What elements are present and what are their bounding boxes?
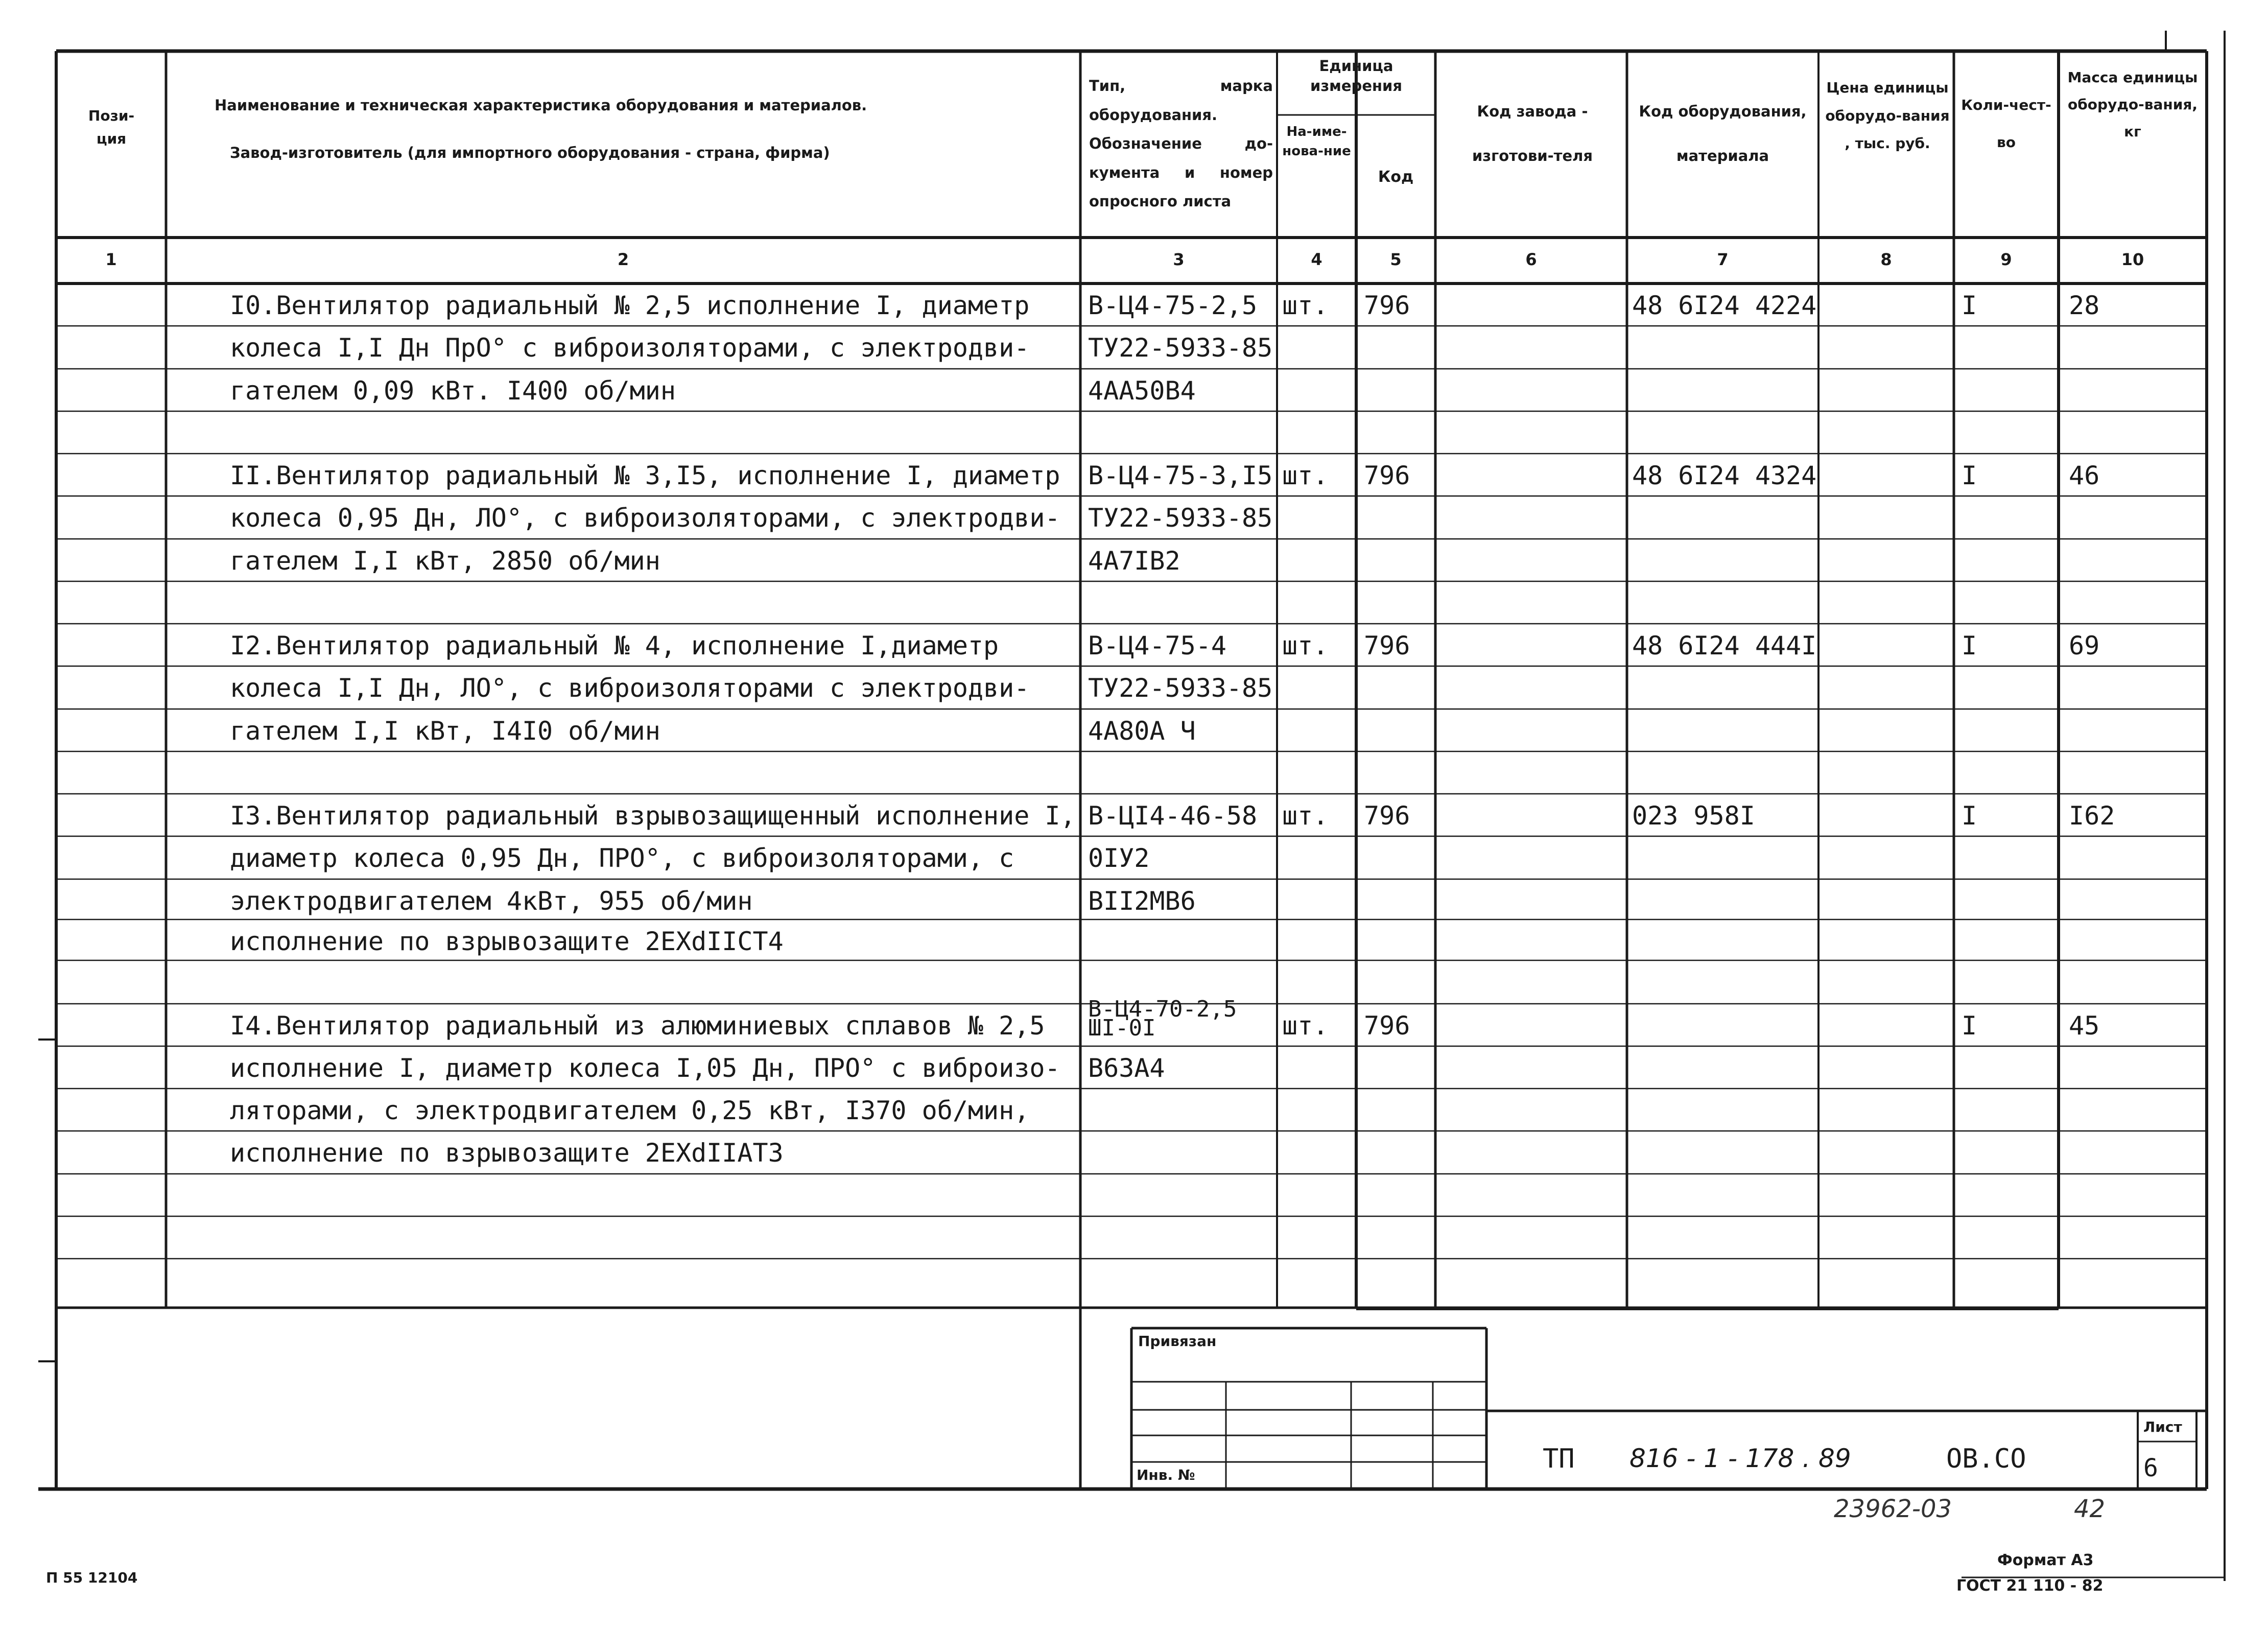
column-number: 7: [1717, 250, 1729, 269]
header-unit: Единица измерения: [1310, 57, 1402, 95]
header-mass: Масса единицы оборудо-вания, кг: [2067, 69, 2198, 140]
column-number: 8: [1880, 250, 1892, 269]
stamp-sheet-number: 6: [2143, 1454, 2158, 1482]
cell-desc: ляторами, с электродвигателем 0,25 кВт, I370 об/мин,: [230, 1096, 1030, 1125]
cell-unit: шт.: [1282, 461, 1329, 490]
cell-matcode: 023 958I: [1632, 801, 1755, 831]
cell-type: В-ЦI4-46-58: [1088, 801, 1258, 831]
cell-desc: II.Вентилятор радиальный № 3,I5, исполнение I, диаметр: [230, 461, 1060, 490]
stamp-tp: ТП: [1543, 1444, 1575, 1474]
cell-desc: диаметр колеса 0,95 Дн, ПРО°, с виброизоляторами, с: [230, 843, 1014, 873]
cell-type: ТУ22-5933-85: [1088, 503, 1273, 533]
cell-mass: 46: [2069, 461, 2100, 490]
header-material-code: Код оборудования, материала: [1639, 103, 1807, 164]
column-number: 2: [617, 250, 629, 269]
column-number: 9: [2000, 250, 2012, 269]
cell-type: ТУ22-5933-85: [1088, 333, 1273, 363]
cell-unit: шт.: [1282, 631, 1329, 660]
cell-desc: исполнение по взрывозащите 2ЕХdIIСТ4: [230, 927, 784, 956]
header-price: Цена единицы оборудо-вания , тыс. руб.: [1825, 79, 1950, 152]
cell-unit: шт.: [1282, 291, 1329, 320]
column-number: 5: [1390, 250, 1402, 269]
cell-qty: I: [1962, 631, 1977, 660]
stamp-inv: Инв. №: [1137, 1467, 1195, 1483]
cell-type: В63А4: [1088, 1053, 1165, 1083]
cell-qty: I: [1962, 801, 1977, 831]
cell-matcode: 48 6I24 4224: [1632, 291, 1817, 320]
left-code: П 55 12104: [46, 1569, 138, 1586]
column-number: 4: [1311, 250, 1322, 269]
cell-unit: шт.: [1282, 801, 1329, 831]
cell-type: ВII2МВ6: [1088, 886, 1196, 916]
cell-type: 4АА50В4: [1088, 376, 1196, 406]
cell-mass: 45: [2069, 1011, 2100, 1041]
cell-code: 796: [1364, 1011, 1410, 1041]
cell-mass: I62: [2069, 801, 2115, 831]
cell-code: 796: [1364, 291, 1410, 320]
cell-type: ТУ22-5933-85: [1088, 673, 1273, 703]
format-label: Формат А3: [1997, 1551, 2094, 1569]
cell-type: В-Ц4-75-2,5: [1088, 291, 1258, 320]
cell-desc: электродвигателем 4кВт, 955 об/мин: [230, 886, 753, 916]
column-number: 10: [2121, 250, 2144, 269]
cell-desc: колеса I,I Дн, ЛО°, с виброизоляторами с электродви-: [230, 673, 1030, 703]
header-unit-code: Код: [1378, 168, 1414, 186]
cell-mass: 28: [2069, 291, 2100, 320]
cell-desc: исполнение I, диаметр колеса I,05 Дн, ПРО° с виброизо-: [230, 1053, 1060, 1083]
cell-unit: шт.: [1282, 1011, 1329, 1041]
cell-desc: колеса 0,95 Дн, ЛО°, с виброизоляторами, с электродви-: [230, 503, 1060, 533]
header-quantity: Коли-чест-во: [1961, 97, 2051, 151]
cell-desc: I4.Вентилятор радиальный из алюминиевых сплавов № 2,5: [230, 1011, 1045, 1041]
cell-type: 0IУ2: [1088, 843, 1150, 873]
cell-type: В-Ц4-75-3,I5: [1088, 461, 1273, 490]
column-number: 1: [105, 250, 117, 269]
cell-mass: 69: [2069, 631, 2100, 660]
cell-desc: колеса I,I Дн ПрО° с виброизоляторами, с электродви-: [230, 333, 1030, 363]
cell-code: 796: [1364, 631, 1410, 660]
cell-desc: I2.Вентилятор радиальный № 4, исполнение I,диаметр: [230, 631, 999, 660]
cell-desc: гателем 0,09 кВт. I400 об/мин: [230, 376, 676, 406]
gost-label: ГОСТ 21 110 - 82: [1956, 1577, 2104, 1595]
header-unit-name: На-име-нова-ние: [1282, 124, 1351, 159]
column-number: 3: [1173, 250, 1185, 269]
cell-qty: I: [1962, 461, 1977, 490]
column-number: 6: [1525, 250, 1537, 269]
handwritten-number: 42: [2074, 1495, 2106, 1523]
cell-desc: гателем I,I кВт, I4I0 об/мин: [230, 716, 660, 746]
cell-type: В-Ц4-70-2,5 ШI-0I: [1088, 996, 1237, 1042]
header-type: Тип, марка оборудования. Обозначение до-кумента и номер опросного листа: [1089, 77, 1273, 210]
handwritten-code: 23962-03: [1834, 1495, 1952, 1523]
header-name-line2: Завод-изготовитель (для импортного оборудования - страна, фирма): [230, 144, 830, 161]
cell-matcode: 48 6I24 4324: [1632, 461, 1817, 490]
header-position: Пози- ция: [88, 107, 135, 147]
cell-qty: I: [1962, 1011, 1977, 1041]
cell-code: 796: [1364, 801, 1410, 831]
header-factory-code: Код завода - изготови-теля: [1472, 103, 1593, 164]
cell-type: В-Ц4-75-4: [1088, 631, 1226, 660]
stamp-doc-number: 816 - 1 - 178 . 89: [1629, 1444, 1851, 1473]
cell-desc: гателем I,I кВт, 2850 об/мин: [230, 546, 660, 576]
cell-qty: I: [1962, 291, 1977, 320]
cell-desc: I0.Вентилятор радиальный № 2,5 исполнение I, диаметр: [230, 291, 1030, 320]
stamp-privyazan: Привязан: [1138, 1333, 1217, 1350]
cell-desc: исполнение по взрывозащите 2ЕХdIIАТ3: [230, 1138, 784, 1168]
cell-type: 4А7IВ2: [1088, 546, 1180, 576]
cell-type: 4А80А Ч: [1088, 716, 1196, 746]
cell-desc: I3.Вентилятор радиальный взрывозащищенный исполнение I,: [230, 801, 1076, 831]
cell-matcode: 48 6I24 444I: [1632, 631, 1817, 660]
cell-code: 796: [1364, 461, 1410, 490]
stamp-sheet-label: Лист: [2143, 1419, 2182, 1435]
stamp-section: ОВ.СО: [1946, 1444, 2026, 1474]
header-name-line1: Наименование и техническая характеристика оборудования и материалов.: [215, 97, 867, 114]
